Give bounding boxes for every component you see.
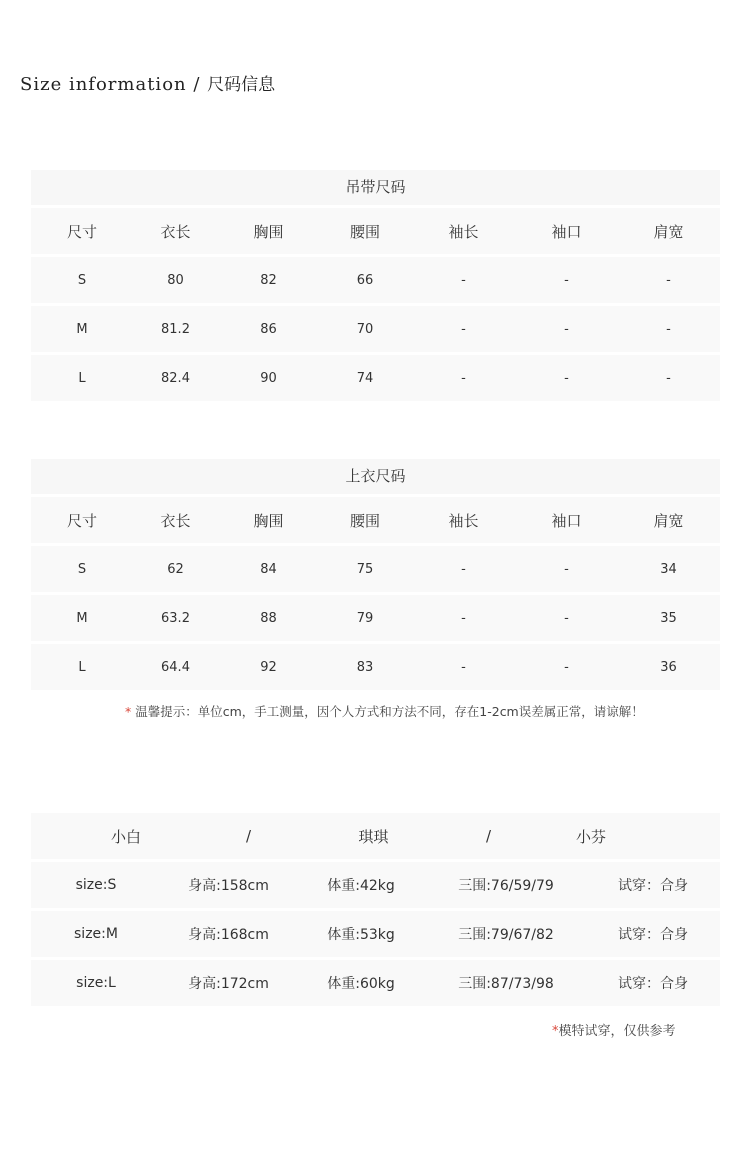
table-cell: 92 (260, 659, 277, 675)
note-asterisk: * (552, 1024, 559, 1039)
model-measurements: 三围:87/73/98 (458, 976, 554, 992)
column-header-waist: 腰围 (349, 222, 380, 241)
table-cell: 84 (260, 561, 277, 577)
table-cell: 66 (356, 272, 374, 288)
table-cell: - (666, 370, 671, 386)
table-row (31, 644, 720, 690)
table-cell: M (76, 321, 88, 337)
model-note (552, 1020, 676, 1039)
column-header-cuff: 袖口 (551, 222, 582, 241)
table-cell: - (564, 272, 569, 288)
table-cell: 74 (356, 370, 374, 386)
table-cell: - (461, 272, 466, 288)
page-title-separator: / (186, 74, 208, 95)
model-size: size:M (74, 926, 118, 942)
note-text: 温馨提示：单位cm，手工测量，因个人方式和方法不同，存在1-2cm误差属正常，请谅解！ (131, 704, 644, 719)
model-measurements: 三围:79/67/82 (458, 927, 554, 943)
table-row (31, 862, 720, 908)
table-header-row (31, 208, 720, 254)
table-caption: 吊带尺码 (31, 170, 720, 205)
table-cell: 88 (260, 610, 277, 626)
model-weight: 体重:53kg (327, 927, 395, 943)
table-cell: L (78, 659, 86, 675)
table-cell: - (461, 370, 466, 386)
table-cell: 64.4 (161, 659, 190, 675)
model-weight: 体重:60kg (327, 976, 395, 992)
column-header-size: 尺寸 (66, 511, 97, 530)
note-asterisk: * (125, 704, 132, 719)
table-cell: 82.4 (161, 370, 190, 386)
model-header-row (31, 813, 720, 859)
size-table-camisole (31, 170, 720, 401)
model-name-3: 小芬 (575, 827, 606, 846)
table-cell: 81.2 (161, 321, 190, 337)
table-caption: 上衣尺码 (31, 459, 720, 494)
column-header-sleeve-length: 袖长 (448, 222, 479, 241)
model-measurements: 三围:76/59/79 (458, 878, 554, 894)
table-cell: S (77, 272, 87, 288)
model-name-1: 小白 (110, 827, 141, 846)
page-title (20, 70, 275, 95)
table-cell: - (564, 321, 569, 337)
table-cell: L (78, 370, 86, 386)
table-cell: - (461, 659, 466, 675)
table-cell: 83 (356, 659, 374, 675)
column-header-shoulder: 肩宽 (653, 222, 684, 241)
table-cell: 86 (260, 321, 277, 337)
table-cell: - (564, 659, 569, 675)
column-header-sleeve-length: 袖长 (448, 511, 479, 530)
model-fit: 试穿：合身 (618, 878, 688, 894)
column-header-length: 衣长 (160, 511, 191, 530)
table-row (31, 595, 720, 641)
table-cell: 79 (356, 610, 374, 626)
model-fit: 试穿：合身 (618, 976, 688, 992)
column-header-chest: 胸围 (253, 222, 284, 241)
table-cell: - (666, 321, 671, 337)
model-height: 身高:168cm (188, 927, 269, 943)
table-cell: M (76, 610, 88, 626)
column-header-waist: 腰围 (349, 511, 380, 530)
table-cell: - (666, 272, 671, 288)
table-row (31, 257, 720, 303)
page-title-zh: 尺码信息 (207, 75, 276, 95)
column-header-length: 衣长 (160, 222, 191, 241)
table-cell: 80 (167, 272, 184, 288)
model-fit: 试穿：合身 (618, 927, 688, 943)
model-fit-table (31, 813, 720, 1006)
model-height: 身高:172cm (188, 976, 269, 992)
table-cell: - (461, 561, 466, 577)
model-separator: / (245, 827, 252, 845)
column-header-cuff: 袖口 (551, 511, 582, 530)
table-header-row (31, 497, 720, 543)
model-size: size:S (75, 877, 117, 893)
model-size: size:L (76, 975, 116, 991)
model-note-text: 模特试穿，仅供参考 (558, 1024, 676, 1039)
table-row (31, 355, 720, 401)
table-cell: - (564, 561, 569, 577)
table-cell: - (461, 321, 466, 337)
column-header-shoulder: 肩宽 (653, 511, 684, 530)
table-cell: 35 (660, 610, 677, 626)
table-cell: 34 (660, 561, 677, 577)
table-cell: 82 (260, 272, 277, 288)
page-title-en: Size information (20, 74, 187, 95)
model-height: 身高:158cm (188, 878, 269, 894)
table-cell: - (461, 610, 466, 626)
model-weight: 体重:42kg (327, 878, 395, 894)
table-cell: 36 (660, 659, 677, 675)
column-header-size: 尺寸 (66, 222, 97, 241)
table-row (31, 911, 720, 957)
column-header-chest: 胸围 (253, 511, 284, 530)
table-cell: - (564, 610, 569, 626)
table-cell: 90 (260, 370, 277, 386)
table-cell: 62 (167, 561, 184, 577)
model-separator: / (485, 827, 492, 845)
table-row (31, 306, 720, 352)
size-table-top (31, 459, 720, 690)
table-cell: S (77, 561, 87, 577)
table-cell: 63.2 (161, 610, 190, 626)
table-row (31, 960, 720, 1006)
measurement-note (125, 702, 644, 720)
table-cell: 70 (356, 321, 374, 337)
table-cell: 75 (356, 561, 374, 577)
table-cell: - (564, 370, 569, 386)
table-row (31, 546, 720, 592)
model-name-2: 琪琪 (358, 827, 389, 846)
